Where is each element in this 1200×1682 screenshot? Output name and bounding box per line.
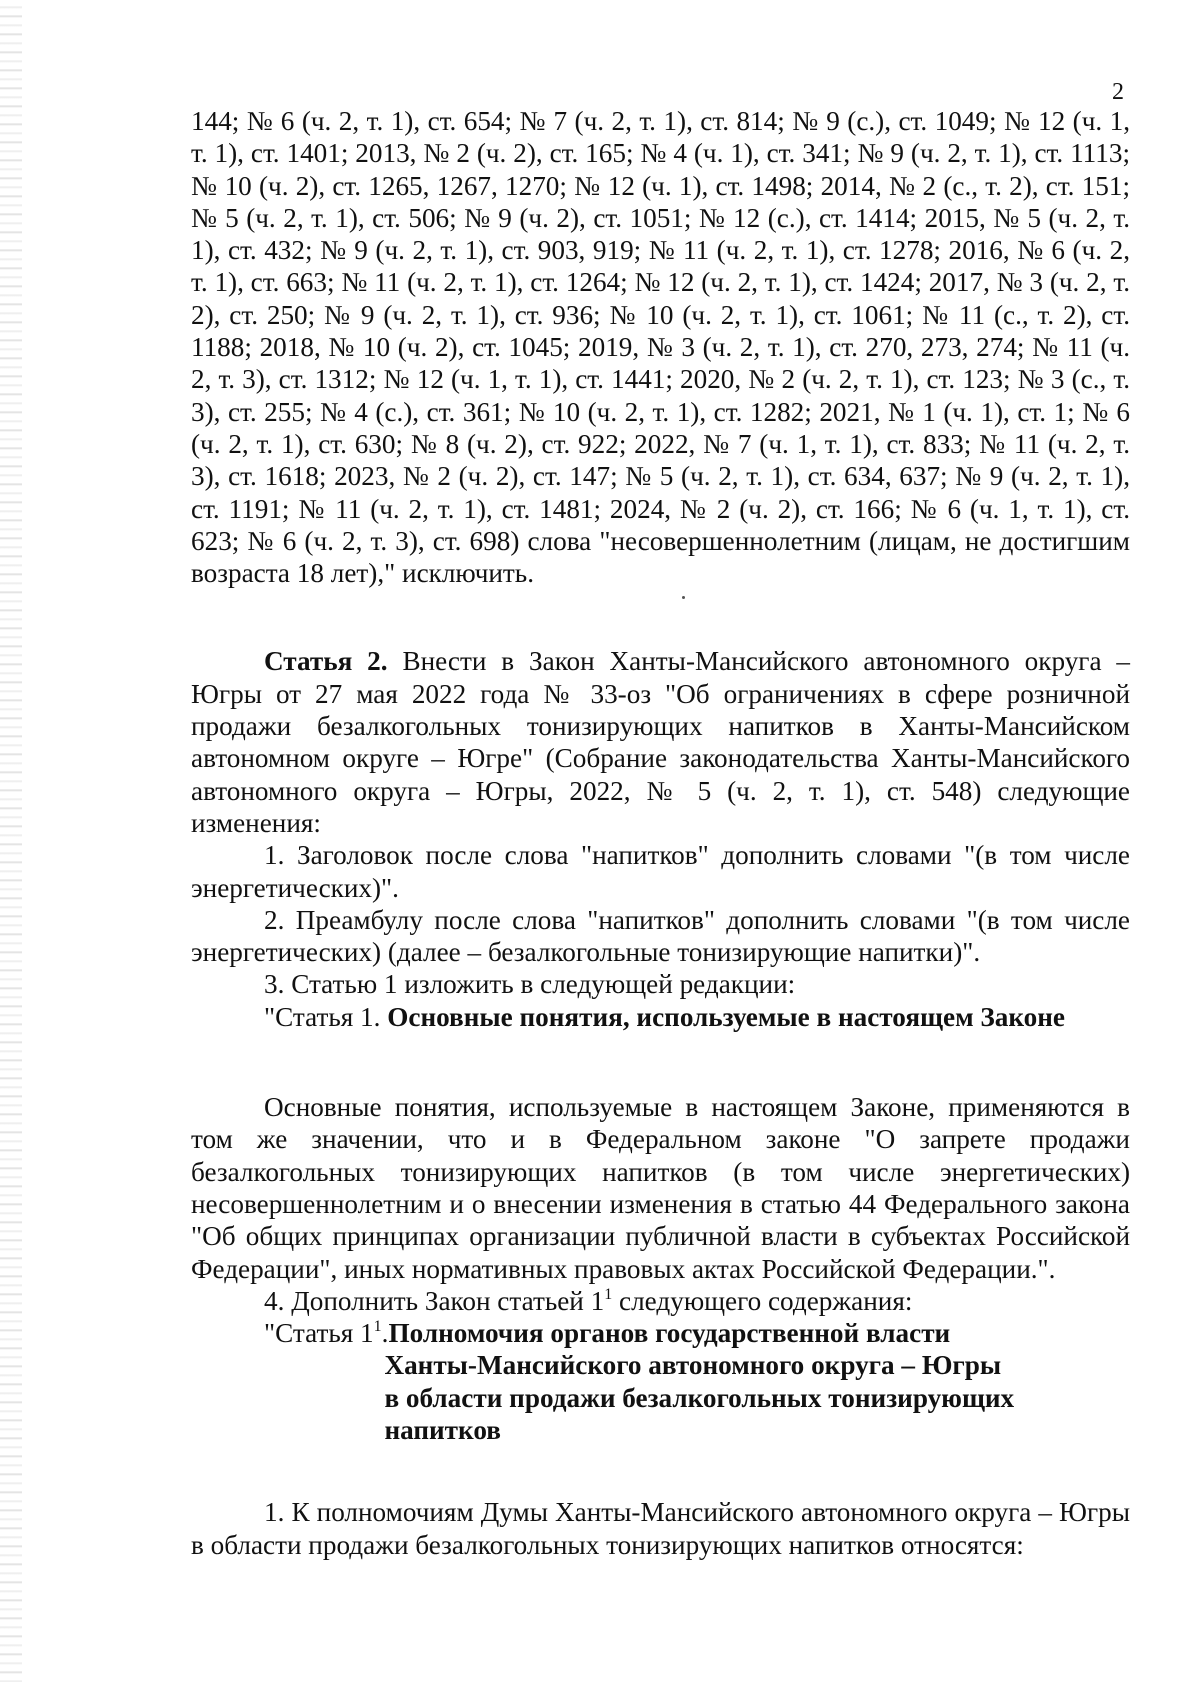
item-4: [191, 1285, 1130, 1317]
article-1-heading: [191, 1001, 1130, 1033]
continued-paragraph: 144; № 6 (ч. 2, т. 1), ст. 654; № 7 (ч. 2, т. 1), ст. 814; № 9 (с.), ст. 1049; № 12 (ч. 1, т. 1), ст. 1401; 2013, № 2 (ч. 2), ст. 165; № 4 (ч. 1), ст. 341; № 9 (ч. 2, т. 1), ст. 1113; № 10 (ч. 2), ст. 1265, 1267, 1270; № 12 (ч. 1), ст. 1498; 2014, № 2 (с., т. 2), ст. 151; № 5 (ч. 2, т. 1), ст. 506; № 9 (ч. 2), ст. 1051; № 12 (с.), ст. 1414; 2015, № 5 (ч. 2, т. 1), ст. 432; № 9 (ч. 2, т. 1), ст. 903, 919; № 11 (ч. 2, т. 1), ст. 1278; 2016, № 6 (ч. 2, т. 1), ст. 663; № 11 (ч. 2, т. 1), ст. 1264; № 12 (ч. 2, т. 1), ст. 1424; 2017, № 3 (ч. 2, т. 2), ст. 250; № 9 (ч. 2, т. 1), ст. 936; № 10 (ч. 2, т. 1), ст. 1061; № 11 (с., т. 2), ст. 1188; 2018, № 10 (ч. 2), ст. 1045; 2019, № 3 (ч. 2, т. 1), ст. 270, 273, 274; № 11 (ч. 2, т. 3), ст. 1312; № 12 (ч. 1, т. 1), ст. 1441; 2020, № 2 (ч. 2, т. 1), ст. 123; № 3 (с., т. 3), ст. 255; № 4 (с.), ст. 361; № 10 (ч. 2, т. 1), ст. 1282; 2021, № 1 (ч. 1), ст. 1; № 6 (ч. 2, т. 1), ст. 630; № 8 (ч. 2), ст. 922; 2022, № 7 (ч. 1, т. 1), ст. 833; № 11 (ч. 2, т. 3), ст. 1618; 2023, № 2 (ч. 2), ст. 147; № 5 (ч. 2, т. 1), ст. 634, 637; № 9 (ч. 2, т. 1), ст. 1191; № 11 (ч. 2, т. 1), ст. 1481; 2024, № 2 (ч. 2), ст. 166; № 6 (ч. 1, т. 1), ст. 623; № 6 (ч. 2, т. 3), ст. 698) слова "несовершеннолетним (лицам, не достигшим возраста 18 лет)," исключить.: [191, 106, 1130, 589]
article-2-label: Статья 2.: [264, 646, 388, 677]
item-2: 2. Преамбулу после слова "напитков" дополнить словами "(в том числе энергетических) (далее – безалкогольные тонизирующие напитки)".: [191, 904, 1130, 968]
article-1-1-lead-superscript: 1: [373, 1318, 382, 1336]
document-body: [191, 105, 1130, 1561]
page-number: 2: [1112, 79, 1124, 105]
article-1-heading-lead: "Статья 1.: [264, 1001, 388, 1032]
item-3: 3. Статью 1 изложить в следующей редакции:: [264, 969, 796, 1000]
article-1-1-heading: [191, 1317, 1130, 1446]
scan-edge-shadow: [0, 0, 22, 1682]
article-1-1-lead-dot: .: [381, 1318, 389, 1349]
article-1-1-heading-title: [384, 1317, 1015, 1446]
item-4-text-end: следующего содержания:: [612, 1285, 913, 1316]
item-1: 1. Заголовок после слова "напитков" дополнить словами "(в том числе энергетических)".: [191, 840, 1130, 903]
heading-title-line: Полномочия органов государственной власти: [388, 1318, 951, 1349]
article-2-text: Внести в Закон Ханты-Мансийского автономного округа – Югры от 27 мая 2022 года № 33-оз "Об ограничениях в сфере розничной продажи безалкогольных тонизирующих напитков в Ханты-Мансийском автономном округе – Югре" (Собрание законодательства Ханты-Мансийского автономного округа – Югры, 2022, № 5 (ч. 2, т. 1), ст. 548) следующие изменения:: [191, 646, 1130, 838]
article-1-heading-title: Основные понятия, используемые в настоящем Законе: [387, 1001, 1065, 1032]
heading-title-line: Ханты-Мансийского автономного округа – Югры: [384, 1350, 1002, 1381]
item-4-text: 4. Дополнить Закон статьей 1: [264, 1285, 605, 1316]
article-1-1-paragraph-1: 1. К полномочиям Думы Ханты-Мансийского автономного округа – Югры в области продажи безалкогольных тонизирующих напитков относятся:: [191, 1497, 1130, 1560]
article-1-1-heading-lead: [264, 1317, 388, 1446]
item-4-superscript: 1: [604, 1285, 613, 1303]
heading-title-line: напитков: [384, 1414, 501, 1445]
article-2-paragraph: [191, 645, 1130, 839]
article-1-1-lead-text: "Статья 1: [264, 1318, 374, 1349]
heading-title-line: в области продажи безалкогольных тонизирующих: [384, 1382, 1015, 1413]
article-1-body: Основные понятия, используемые в настоящем Законе, применяются в том же значении, что и в Федеральном законе "О запрете продажи безалкогольных тонизирующих напитков (в том числе энергетических) несовершеннолетним и о внесении изменения в статью 44 Федерального закона "Об общих принципах организации публичной власти в субъектах Российской Федерации", иных нормативных правовых актах Российской Федерации.".: [191, 1092, 1130, 1284]
